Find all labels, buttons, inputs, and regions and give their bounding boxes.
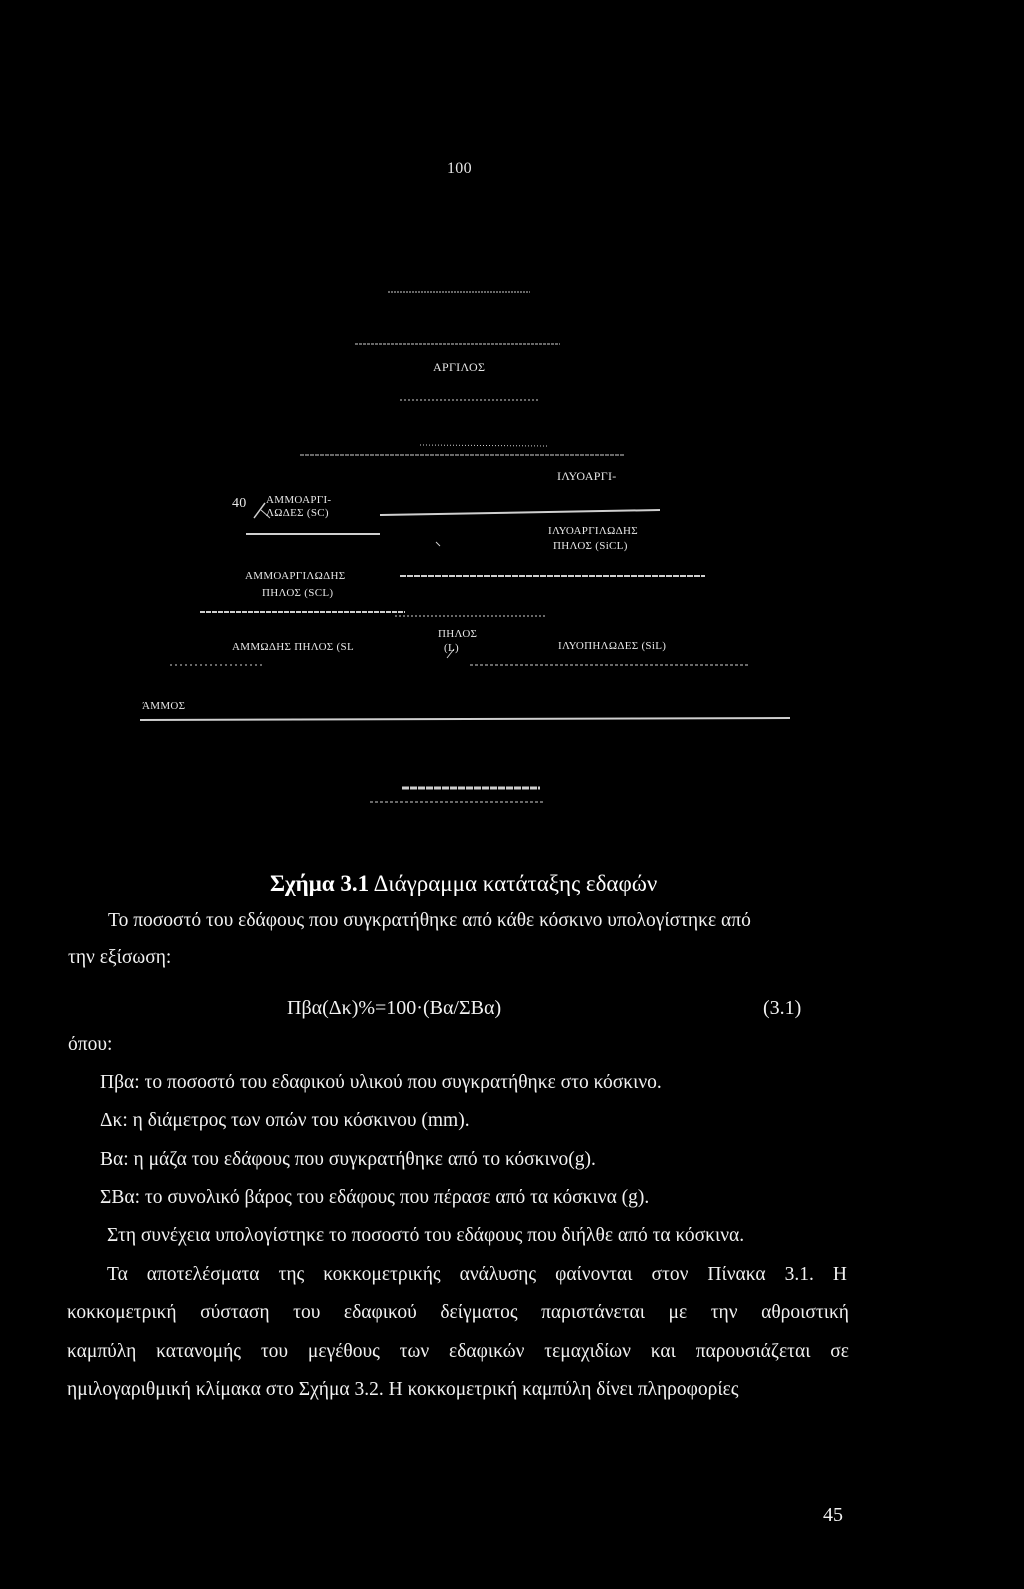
label-silty-clay-loam-1: ΙΛΥΟΑΡΓΙΛΩΔΗΣ <box>548 525 638 537</box>
paragraph-2-line-4: ημιλογαριθμική κλίμακα στο Σχήμα 3.2. Η κοκκομετρική καμπύλη δίνει πληροφορίες <box>67 1379 739 1400</box>
base-line <box>140 718 790 720</box>
diagonal-mark <box>254 503 265 518</box>
equation: Πβα(Δκ)%=100·(Βα/ΣΒα) <box>287 997 502 1019</box>
definition-1: Πβα: το ποσοστό του εδαφικού υλικού που συγκρατήθηκε στο κόσκινο. <box>100 1072 662 1093</box>
label-sand: ΆΜΜΟΣ <box>142 700 186 712</box>
label-silty-clay-loam-2: ΠΗΛΟΣ (SiCL) <box>553 540 628 552</box>
axis-label-100: 100 <box>447 160 472 177</box>
equation-number: (3.1) <box>763 997 802 1019</box>
label-sandy-clay-1: ΑΜΜΟΑΡΓΙ- <box>266 494 332 506</box>
paragraph-1: Στη συνέχεια υπολογίστηκε το ποσοστό του εδάφους που διήλθε από τα κόσκινα. <box>107 1225 745 1246</box>
definition-3: Βα: η μάζα του εδάφους που συγκρατήθηκε από το κόσκινο(g). <box>100 1149 596 1170</box>
label-sandy-clay-loam-2: ΠΗΛΟΣ (SCL) <box>262 587 334 599</box>
label-loam-1: ΠΗΛΟΣ <box>438 628 478 640</box>
body-line-1: Το ποσοστό του εδάφους που συγκρατήθηκε από κάθε κόσκινο υπολογίστηκε από <box>108 910 751 931</box>
figure-caption <box>270 871 657 897</box>
label-loam-2: (L) <box>444 642 459 654</box>
paragraph-2-line-3: καμπύλη κατανομής του μεγέθους των εδαφικών τεμαχιδίων και παρουσιάζεται σε <box>67 1341 849 1362</box>
class-boundary-line <box>380 510 660 515</box>
figure-title: Διάγραμμα κατάταξης εδαφών <box>369 871 658 896</box>
grid-line <box>420 445 548 446</box>
definition-2: Δκ: η διάμετρος των οπών του κόσκινου (mm). <box>100 1110 470 1131</box>
where-label: όπου: <box>68 1034 113 1055</box>
label-sandy-clay-2: ΛΩΔΕΣ (SC) <box>266 507 329 519</box>
definition-4: ΣΒα: το συνολικό βάρος του εδάφους που πέρασε από τα κόσκινα (g). <box>100 1187 650 1208</box>
axis-label-40: 40 <box>232 496 247 511</box>
label-sandy-clay-loam-1: ΑΜΜΟΑΡΓΙΛΩΔΗΣ <box>245 570 346 582</box>
label-clay: ΑΡΓΙΛΟΣ <box>433 360 486 374</box>
label-silt-loam: ΙΛΥΟΠΗΛΩΔΕΣ (SiL) <box>558 640 667 652</box>
paragraph-2-line-1: Τα αποτελέσματα της κοκκομετρικής ανάλυσης φαίνονται στον Πίνακα 3.1. Η <box>107 1264 847 1285</box>
diagonal-mark <box>436 542 440 546</box>
paragraph-2-line-2: κοκκομετρική σύσταση του εδαφικού δείγματος παριστάνεται με την αθροιστική <box>67 1302 849 1323</box>
label-sandy-loam: ΑΜΜΩΔΗΣ ΠΗΛΟΣ (SL <box>232 641 354 653</box>
page-number: 45 <box>823 1504 843 1526</box>
label-silty-clay: ΙΛΥΟΑΡΓΙ- <box>557 469 617 483</box>
body-line-2: την εξίσωση: <box>68 947 172 968</box>
figure-label: Σχήμα 3.1 <box>270 871 370 896</box>
